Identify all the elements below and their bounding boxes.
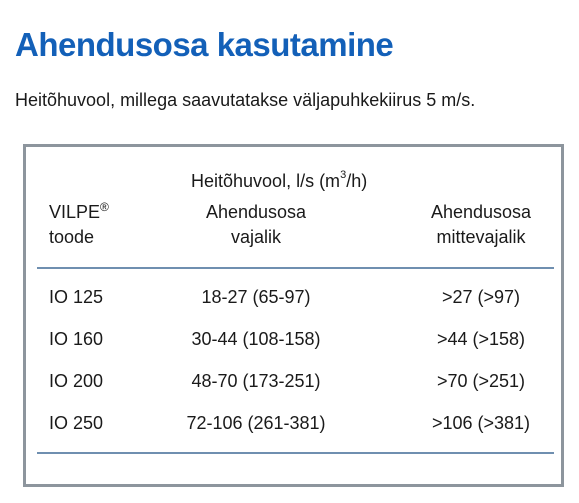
column-header-product-line1 xyxy=(49,200,109,225)
table-row xyxy=(26,402,561,444)
flow-table xyxy=(23,144,564,487)
column-header-needed xyxy=(161,200,351,250)
cell-needed: 18-27 (65-97) xyxy=(201,287,311,307)
cell-product: IO 160 xyxy=(49,329,104,349)
flow-header-suffix: /h) xyxy=(346,171,368,191)
column-header-product-line2: toode xyxy=(49,227,95,247)
cell-not-needed: >27 (>97) xyxy=(441,287,521,307)
cell-product: IO 200 xyxy=(49,371,104,391)
column-header-not-needed xyxy=(401,200,561,250)
vilpe-label: VILPE xyxy=(49,202,101,222)
page-subtitle: Heitõhuvool, millega saavutatakse väljapuhkekiirus 5 m/s. xyxy=(15,90,476,110)
cell-product: IO 125 xyxy=(49,287,104,307)
column-header-not-needed-line2: mittevajalik xyxy=(436,227,526,247)
cell-not-needed: >106 (>381) xyxy=(431,413,531,433)
column-header-product xyxy=(49,200,109,250)
table-row xyxy=(26,318,561,360)
column-header-not-needed-line1: Ahendusosa xyxy=(430,202,532,222)
cell-not-needed: >44 (>158) xyxy=(436,329,526,349)
column-header-needed-line2: vajalik xyxy=(230,227,282,247)
column-header-needed-line1: Ahendusosa xyxy=(205,202,307,222)
cell-needed: 72-106 (261-381) xyxy=(186,413,326,433)
cell-not-needed: >70 (>251) xyxy=(436,371,526,391)
table-row xyxy=(26,360,561,402)
cell-needed: 30-44 (108-158) xyxy=(191,329,321,349)
registered-mark: ® xyxy=(100,200,109,214)
flow-header xyxy=(191,169,367,193)
flow-header-sup: 3 xyxy=(340,169,347,181)
cell-product: IO 250 xyxy=(49,413,104,433)
header-divider xyxy=(37,267,554,269)
footer-divider xyxy=(37,452,554,454)
cell-needed: 48-70 (173-251) xyxy=(191,371,321,391)
flow-header-prefix: Heitõhuvool, l/s (m xyxy=(191,171,341,191)
table-row xyxy=(26,276,561,318)
page-title: Ahendusosa kasutamine xyxy=(15,26,394,63)
